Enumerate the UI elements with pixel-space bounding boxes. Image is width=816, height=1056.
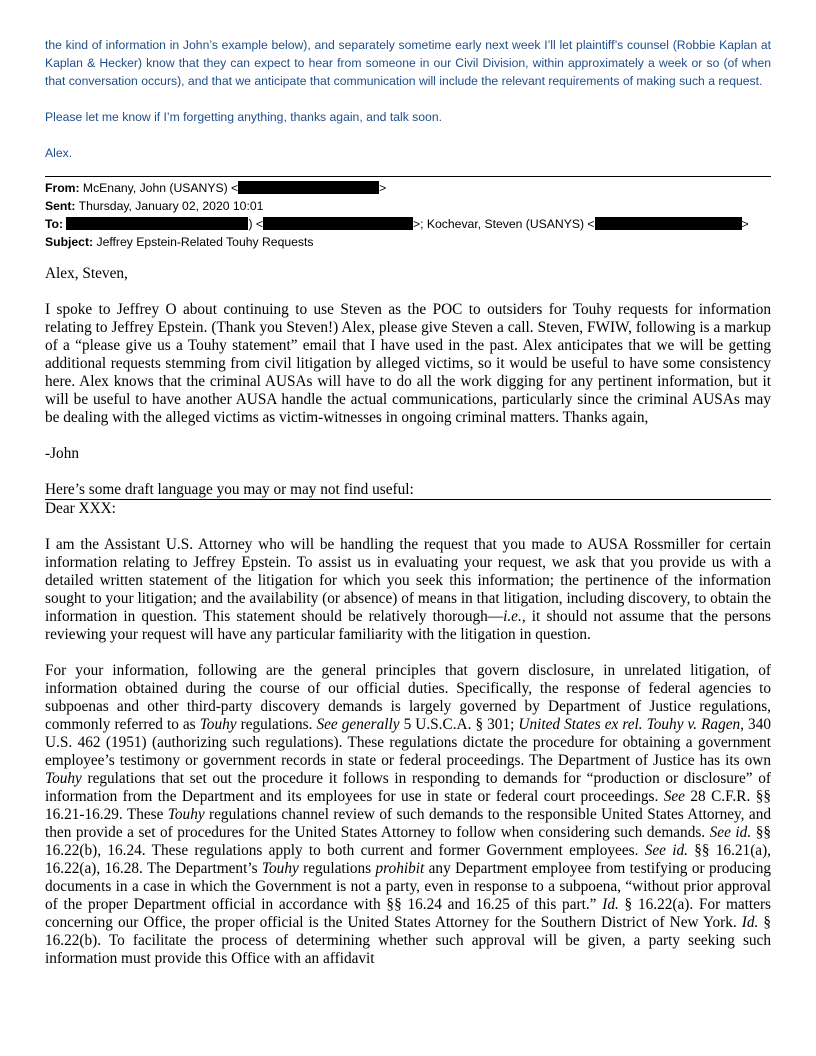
draft-p2-text: §§ 16.21(a), 16.22(a), 16.28. The Department’s: [45, 842, 771, 877]
to-mid: ) <: [248, 217, 263, 231]
redacted-cc-email: [595, 217, 742, 230]
draft-p2-text: 28 C.F.R. §§ 16.21-16.29. These: [45, 788, 771, 823]
draft-paragraph-1: [45, 536, 771, 644]
sent-label: Sent:: [45, 199, 76, 213]
citation-signal: See: [663, 788, 685, 805]
touhy-term: Touhy: [167, 806, 205, 823]
draft-salutation: Dear XXX:: [45, 500, 116, 517]
draft-intro: Here’s some draft language you may or may not find useful:: [45, 481, 414, 498]
reply-closing-line: Please let me know if I’m forgetting anything, thanks again, and talk soon.: [45, 110, 442, 124]
subject-line: [45, 233, 771, 251]
reply-paragraph: the kind of information in John’s example below), and separately sometime early next week I’ll let plaintiff’s counsel (Robbie Kaplan at Kaplan & Hecker) know that they can expect to hear from someone in our Civil Division, within approximately a week or so (of when that conversation occurs), and that we anticipate that communication will include the relevant requirements of making such a request.: [45, 38, 771, 88]
draft-paragraph-2: [45, 662, 771, 968]
draft-p2-text: 5 U.S.C.A. § 301;: [399, 716, 519, 733]
citation-signal: See id.: [644, 842, 688, 859]
subject-label: Subject:: [45, 235, 94, 249]
touhy-term: Touhy: [45, 770, 82, 787]
draft-p2-text: regulations: [298, 860, 376, 877]
to-line: [45, 215, 771, 233]
draft-p2-text: regulations channel review of such demands to the responsible United States Attorney, and then provide a set of procedures for the United States Attorney to follow when considering such demands.: [45, 806, 771, 841]
to-label: To:: [45, 217, 64, 231]
signature: -John: [45, 445, 79, 462]
citation-signal: Id.: [602, 896, 619, 913]
touhy-term: Touhy: [261, 860, 299, 877]
redacted-recipient-email: [263, 217, 413, 230]
draft-p2-text: any Department employee from testifying or producing documents in a case in which the Government is not a party, even in response to a subpoena, “without prior approval of the proper Department official in accordance with §§ 16.24 and 16.25 of this part.”: [45, 860, 771, 913]
sent-value: Thursday, January 02, 2020 10:01: [78, 199, 264, 213]
message-paragraph: I spoke to Jeffrey O about continuing to use Steven as the POC to outsiders for Touhy requests for information relating to Jeffrey Epstein. (Thank you Steven!) Alex, please give Steven a call. Steven, FWIW, following is a markup of a “please give us a Touhy statement” email that I have used in the past. Alex anticipates that we will be getting additional requests stemming from civil litigation by alleged victims, so it would be useful to have some consistency here. Alex knows that the criminal AUSAs will have to do all the work digging for any pertinent information, but it will be useful to have another AUSA handle the actual communications, particularly since the criminal AUSAs may be dealing with the alleged victims as victim-witnesses in ongoing criminal matters. Thanks again,: [45, 301, 771, 426]
redacted-email: [238, 181, 379, 194]
draft-p1-text-end: , it should not assume that the persons reviewing your request will have any particular familiarity with the litigation in question.: [45, 608, 771, 643]
draft-p2-text: regulations.: [236, 716, 317, 733]
to-close: >: [741, 217, 749, 231]
sent-line: [45, 197, 771, 215]
draft-p2-text: , 340 U.S. 462 (1951) (authorizing such regulations). These regulations dictate the procedure for obtaining a government employee’s testimony or government records in state or federal proceedings. The Department of Justice has its own: [45, 716, 771, 769]
email-header: [45, 179, 771, 251]
subject-value: Jeffrey Epstein-Related Touhy Requests: [96, 235, 314, 249]
redacted-recipient-name: [66, 217, 248, 230]
draft-p2-text: For your information, following are the general principles that govern disclosure, in unrelated litigation, of information obtained during the course of our official duties. Specifically, the response of federal agencies to subpoenas and other third-party discovery demands is largely governed by Department of Justice regulations, commonly referred to as: [45, 662, 771, 733]
reply-signoff: Alex.: [45, 146, 73, 160]
draft-p2-text: § 16.22(b). To facilitate the process of determining whether such approval will be given, a party seeking such information must provide this Office with an affidavit: [45, 914, 771, 967]
citation-signal: See generally: [316, 716, 400, 733]
draft-p2-text: §§ 16.22(b), 16.24. These regulations apply to both current and former Government employees.: [45, 824, 771, 859]
touhy-term: Touhy: [199, 716, 237, 733]
greeting: Alex, Steven,: [45, 265, 128, 282]
draft-p2-text: regulations that set out the procedure it follows in responding to demands for “production or disclosure” of information from the Department and its employees for use in state or federal court proceedings.: [45, 770, 771, 805]
draft-p1-text: I am the Assistant U.S. Attorney who will be handling the request that you made to AUSA Rossmiller for certain information relating to Jeffrey Epstein. To assist us in evaluating your request, we ask that you provide us with a detailed written statement of the litigation for which you seek this information; the pertinence of the information sought to your litigation; and the availability (or absence) of means in that litigation, including discovery, to obtain the information in question. This statement should be relatively thorough—: [45, 536, 771, 625]
citation-signal: See id.: [709, 824, 752, 841]
emphasis-prohibit: prohibit: [375, 860, 425, 877]
from-line: [45, 179, 771, 197]
citation-signal: Id.: [741, 914, 759, 931]
from-label: From:: [45, 181, 80, 195]
from-close: >: [379, 181, 387, 195]
case-name: United States ex rel. Touhy v. Ragen: [518, 716, 741, 733]
draft-p2-text: § 16.22(a). For matters concerning our Office, the proper official is the United States Attorney for the Southern District of New York.: [45, 896, 771, 931]
from-value: McEnany, John (USANYS) <: [82, 181, 239, 195]
email-document: [45, 36, 771, 968]
draft-p1-ie: i.e.: [503, 608, 522, 625]
to-cc: >; Kochevar, Steven (USANYS) <: [413, 217, 595, 231]
